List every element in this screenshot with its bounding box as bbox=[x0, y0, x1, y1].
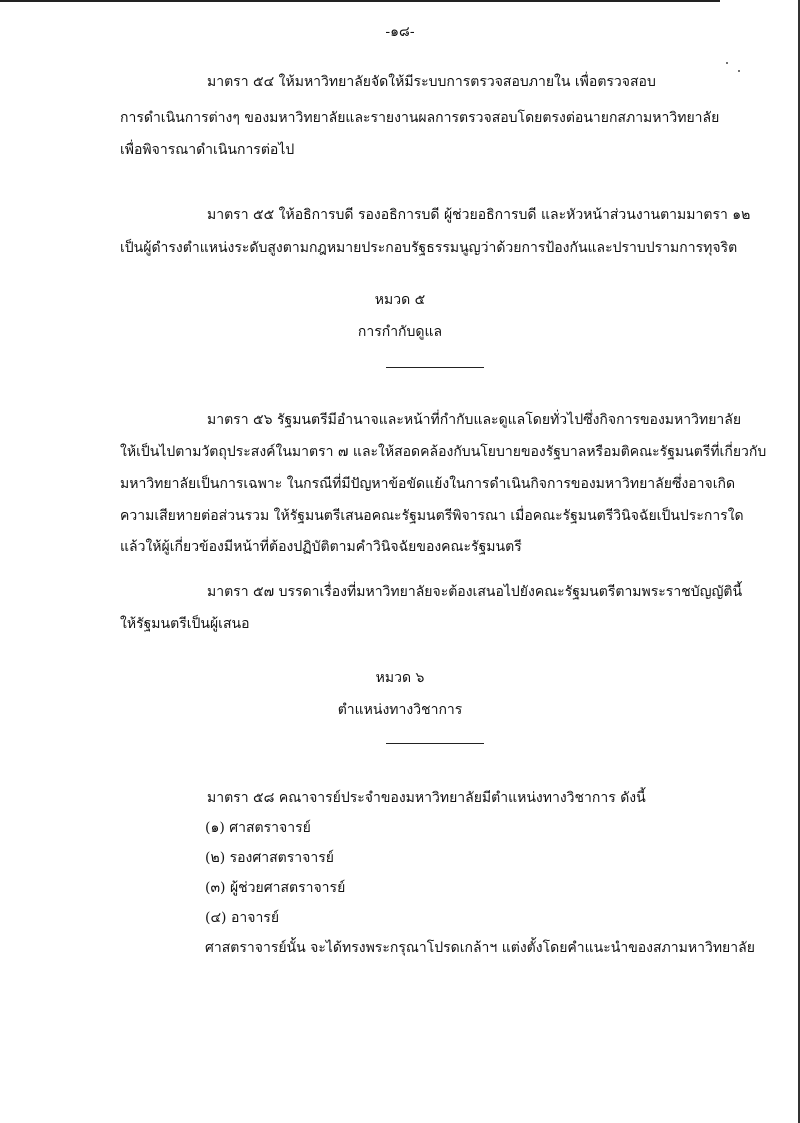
sec54-line3: เพื่อพิจารณาดำเนินการต่อไป bbox=[120, 142, 295, 158]
sec56-line4: ความเสียหายต่อส่วนรวม ให้รัฐมนตรีเสนอคณะรัฐมนตรีพิจารณา เมื่อคณะรัฐมนตรีวินิจฉัยเป็นประการใด bbox=[120, 508, 744, 524]
sec57-line2: ให้รัฐมนตรีเป็นผู้เสนอ bbox=[120, 616, 250, 632]
scan-top-edge bbox=[0, 0, 720, 2]
sec54-line2: การดำเนินการต่างๆ ของมหาวิทยาลัยและรายงานผลการตรวจสอบโดยตรงต่อนายกสภามหาวิทยาลัย bbox=[120, 110, 720, 126]
scan-speck bbox=[726, 62, 728, 64]
scan-speck bbox=[738, 70, 740, 72]
sec58-item-2: (๒) รองศาสตราจารย์ bbox=[205, 850, 334, 866]
chapter5-title: หมวด ๕ bbox=[374, 292, 426, 308]
sec58-item-3: (๓) ผู้ช่วยศาสตราจารย์ bbox=[205, 880, 346, 896]
sec58-line1: มาตรา ๕๘ คณาจารย์ประจำของมหาวิทยาลัยมีตำแหน่งทางวิชาการ ดังนี้ bbox=[207, 790, 646, 806]
sec58-closing: ศาสตราจารย์นั้น จะได้ทรงพระกรุณาโปรดเกล้าฯ แต่งตั้งโดยคำแนะนำของสภามหาวิทยาลัย bbox=[205, 940, 755, 956]
sec56-line3: มหาวิทยาลัยเป็นการเฉพาะ ในกรณีที่มีปัญหาข้อขัดแย้งในการดำเนินกิจการของมหาวิทยาลัยซึ่งอาจเกิด bbox=[120, 476, 736, 492]
sec57-line1: มาตรา ๕๗ บรรดาเรื่องที่มหาวิทยาลัยจะต้องเสนอไปยังคณะรัฐมนตรีตามพระราชบัญญัตินี้ bbox=[207, 584, 743, 600]
page-number: -๑๘- bbox=[385, 24, 415, 40]
chapter6-title: หมวด ๖ bbox=[375, 670, 425, 686]
sec55-line2: เป็นผู้ดำรงตำแหน่งระดับสูงตามกฎหมายประกอบรัฐธรรมนูญว่าด้วยการป้องกันและปราบปรามการทุจริต bbox=[120, 240, 738, 256]
chapter6-subtitle: ตำแหน่งทางวิชาการ bbox=[337, 702, 463, 718]
sec55-line1: มาตรา ๕๕ ให้อธิการบดี รองอธิการบดี ผู้ช่วยอธิการบดี และหัวหน้าส่วนงานตามมาตรา ๑๒ bbox=[207, 207, 751, 223]
chapter6-divider bbox=[386, 743, 484, 744]
sec58-item-4: (๔) อาจารย์ bbox=[205, 910, 280, 926]
sec58-item-1: (๑) ศาสตราจารย์ bbox=[205, 820, 311, 836]
sec56-line1: มาตรา ๕๖ รัฐมนตรีมีอำนาจและหน้าที่กำกับและดูแลโดยทั่วไปซึ่งกิจการของมหาวิทยาลัย bbox=[207, 412, 742, 428]
sec56-line2: ให้เป็นไปตามวัตถุประสงค์ในมาตรา ๗ และให้สอดคล้องกับนโยบายของรัฐบาลหรือมติคณะรัฐมนตรีที่เกี่ยวกับ bbox=[120, 444, 767, 460]
sec54-line1: มาตรา ๕๔ ให้มหาวิทยาลัยจัดให้มีระบบการตรวจสอบภายใน เพื่อตรวจสอบ bbox=[207, 74, 656, 90]
sec56-line5: แล้วให้ผู้เกี่ยวข้องมีหน้าที่ต้องปฏิบัติตามคำวินิจฉัยของคณะรัฐมนตรี bbox=[120, 539, 522, 555]
chapter5-subtitle: การกำกับดูแล bbox=[357, 324, 443, 340]
chapter5-divider bbox=[386, 367, 484, 368]
